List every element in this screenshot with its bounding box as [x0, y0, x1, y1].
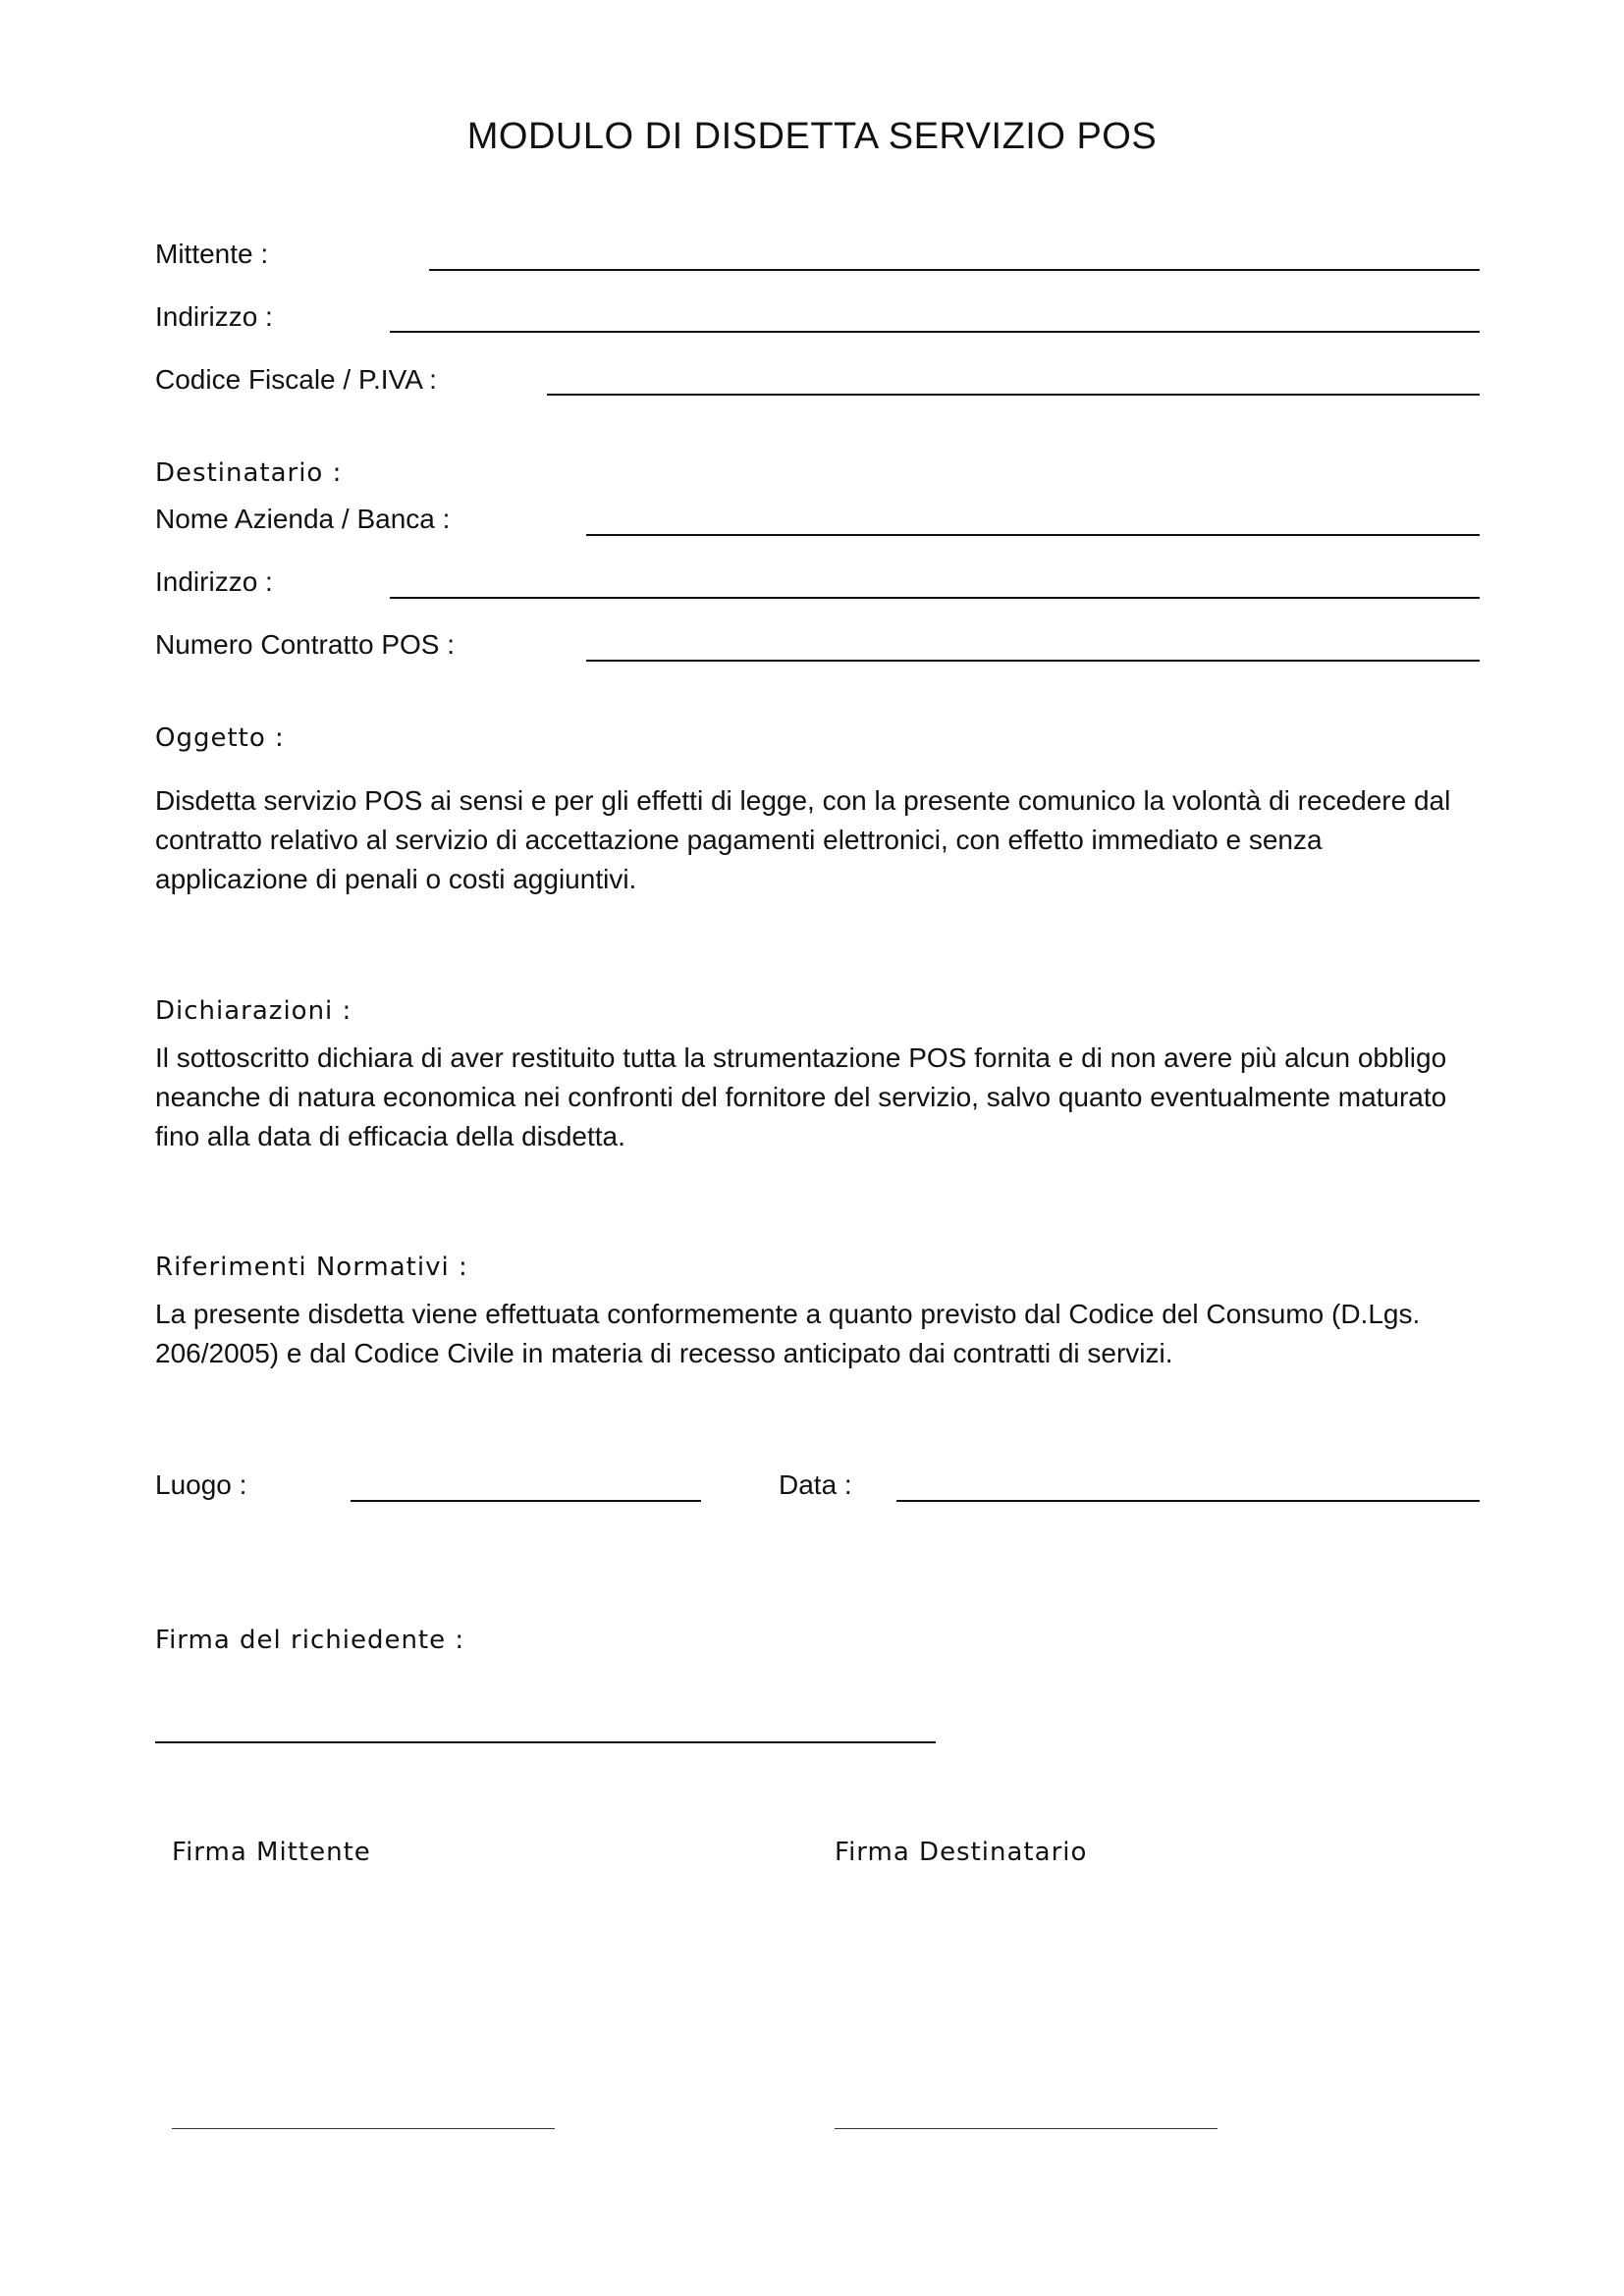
nome-azienda-field[interactable] — [586, 534, 1480, 536]
dichiarazioni-line: neanche di natura economica nei confronti del fornitore del servizio, salvo quanto eventualmente maturato — [155, 1082, 1447, 1112]
dichiarazioni-heading: Dichiarazioni : — [155, 996, 352, 1026]
luogo-label: Luogo : — [155, 1469, 247, 1500]
mittente-field[interactable] — [429, 269, 1480, 271]
firma-mittente-label: Firma Mittente — [172, 1838, 371, 1867]
dichiarazioni-line: Il sottoscritto dichiara di aver restituito tutta la strumentazione POS fornita e di non avere più alcun obbligo — [155, 1042, 1447, 1073]
codice-fiscale-label: Codice Fiscale / P.IVA : — [155, 364, 437, 395]
numero-contratto-label: Numero Contratto POS : — [155, 629, 456, 660]
page-title: MODULO DI DISDETTA SERVIZIO POS — [466, 116, 1158, 157]
riferimenti-paragraph — [155, 1295, 1476, 1373]
mittente-label: Mittente : — [155, 239, 269, 269]
indirizzo-destinatario-label: Indirizzo : — [155, 566, 273, 597]
indirizzo-destinatario-field[interactable] — [390, 597, 1480, 599]
oggetto-line: Disdetta servizio POS ai sensi e per gli effetti di legge, con la presente comunico la volontà di recedere dal — [155, 785, 1451, 816]
firma-destinatario-line[interactable] — [835, 2128, 1218, 2129]
riferimenti-line: 206/2005) e dal Codice Civile in materia di recesso anticipato dai contratti di servizi. — [155, 1338, 1173, 1368]
destinatario-heading: Destinatario : — [155, 458, 343, 488]
indirizzo-mittente-field[interactable] — [390, 331, 1480, 333]
firma-destinatario-label: Firma Destinatario — [835, 1838, 1088, 1867]
data-field[interactable] — [896, 1500, 1480, 1502]
dichiarazioni-paragraph — [155, 1039, 1476, 1156]
riferimenti-line: La presente disdetta viene effettuata conformemente a quanto previsto dal Codice del Consumo (D.Lgs. — [155, 1299, 1421, 1329]
numero-contratto-field[interactable] — [586, 660, 1480, 662]
firma-richiedente-field[interactable] — [155, 1741, 936, 1743]
indirizzo-mittente-label: Indirizzo : — [155, 301, 273, 332]
nome-azienda-label: Nome Azienda / Banca : — [155, 504, 451, 534]
riferimenti-heading: Riferimenti Normativi : — [155, 1253, 468, 1282]
firma-richiedente-label: Firma del richiedente : — [155, 1626, 465, 1655]
firma-mittente-line[interactable] — [172, 2128, 555, 2129]
oggetto-heading: Oggetto : — [155, 723, 285, 753]
dichiarazioni-line: fino alla data di efficacia della disdetta. — [155, 1121, 625, 1151]
luogo-field[interactable] — [351, 1500, 701, 1502]
oggetto-line: applicazione di penali o costi aggiuntivi. — [155, 864, 637, 894]
oggetto-paragraph — [155, 781, 1476, 899]
oggetto-line: contratto relativo al servizio di accettazione pagamenti elettronici, con effetto immediato e senza — [155, 825, 1323, 855]
codice-fiscale-field[interactable] — [547, 394, 1480, 396]
data-label: Data : — [779, 1469, 852, 1500]
